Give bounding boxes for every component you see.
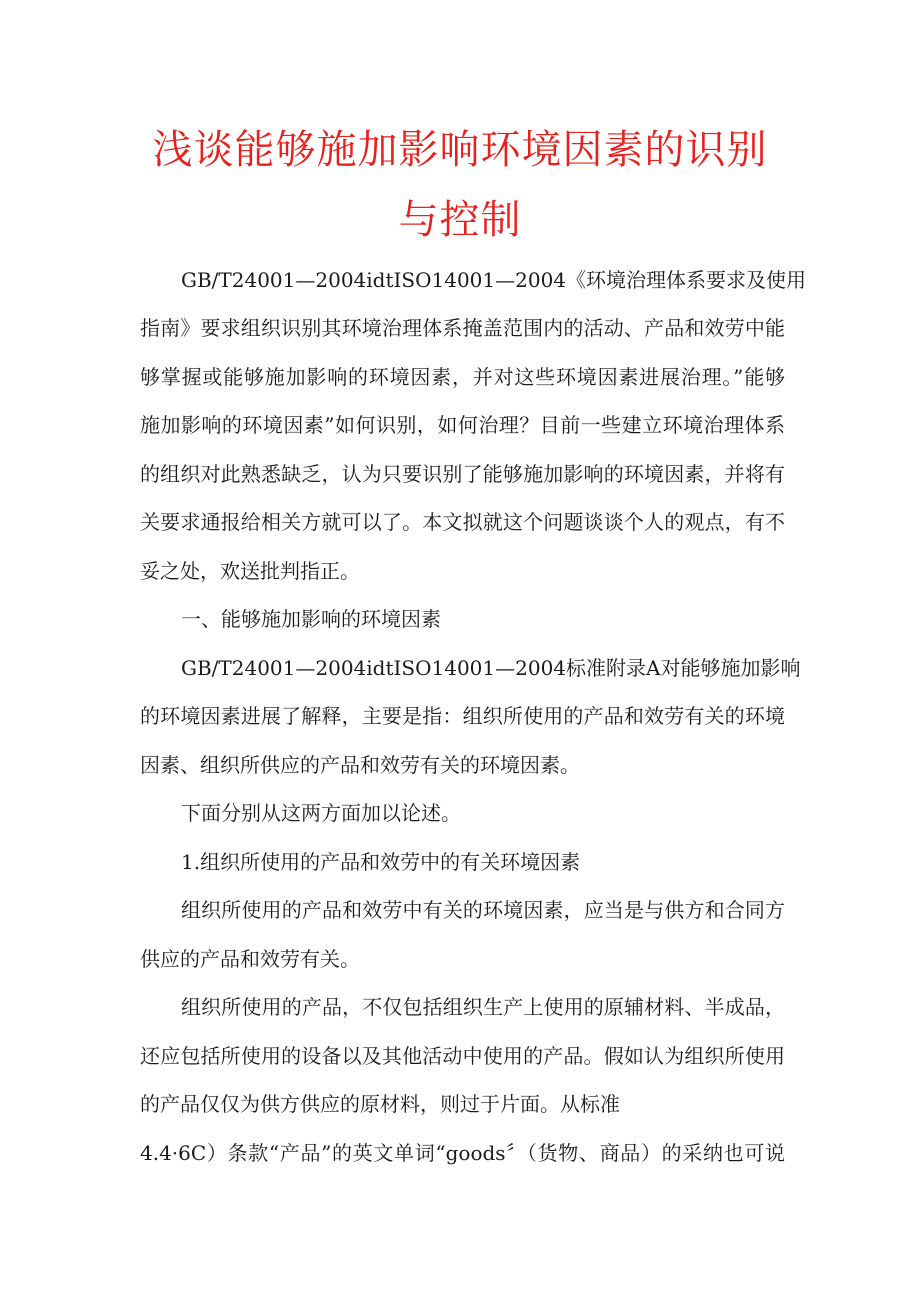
body-line: 够掌握或能够施加影响的环境因素，并对这些环境因素进展治理。”能够 bbox=[140, 365, 785, 389]
body-line: 的组织对此熟悉缺乏，认为只要识别了能够施加影响的环境因素，并将有 bbox=[140, 462, 785, 486]
body-line: 供应的产品和效劳有关。 bbox=[140, 947, 360, 971]
body-line: 组织所使用的产品，不仅包括组织生产上使用的原辅材料、半成品， bbox=[181, 995, 785, 1019]
body-line: 4.4·6C）条款“产品”的英文单词“goods〞（货物、商品）的采纳也可说 bbox=[140, 1141, 785, 1165]
body-line: 还应包括所使用的设备以及其他活动中使用的产品。假如认为组织所使用 bbox=[140, 1044, 785, 1068]
subsection-heading: 1.组织所使用的产品和效劳中的有关环境因素 bbox=[181, 850, 581, 874]
section-heading: 一、能够施加影响的环境因素 bbox=[181, 607, 441, 631]
body-line: 关要求通报给相关方就可以了。本文拟就这个问题谈谈个人的观点，有不 bbox=[140, 510, 785, 534]
body-line: 因素、组织所供应的产品和效劳有关的环境因素。 bbox=[140, 753, 580, 777]
body-line: 组织所使用的产品和效劳中有关的环境因素，应当是与供方和合同方 bbox=[181, 898, 785, 922]
body-line: 的产品仅仅为供方供应的原材料，则过于片面。从标准 bbox=[140, 1092, 620, 1116]
body-line: GB/T24001—2004idtISO14001—2004《环境治理体系要求及使用 bbox=[181, 268, 807, 292]
body-line: 下面分别从这两方面加以论述。 bbox=[181, 801, 461, 825]
body-line: 妥之处，欢送批判指正。 bbox=[140, 559, 360, 583]
document-title-line-1: 浅谈能够施加影响环境因素的识别 bbox=[152, 127, 768, 173]
body-line: 的环境因素进展了解释，主要是指：组织所使用的产品和效劳有关的环境 bbox=[140, 704, 785, 728]
document-title-line-2: 与控制 bbox=[398, 197, 522, 243]
body-line: 施加影响的环境因素”如何识别，如何治理？目前一些建立环境治理体系 bbox=[140, 413, 785, 437]
body-line: 指南》要求组织识别其环境治理体系掩盖范围内的活动、产品和效劳中能 bbox=[140, 316, 785, 340]
body-line: GB/T24001—2004idtISO14001—2004标准附录A对能够施加影响 bbox=[181, 656, 801, 680]
